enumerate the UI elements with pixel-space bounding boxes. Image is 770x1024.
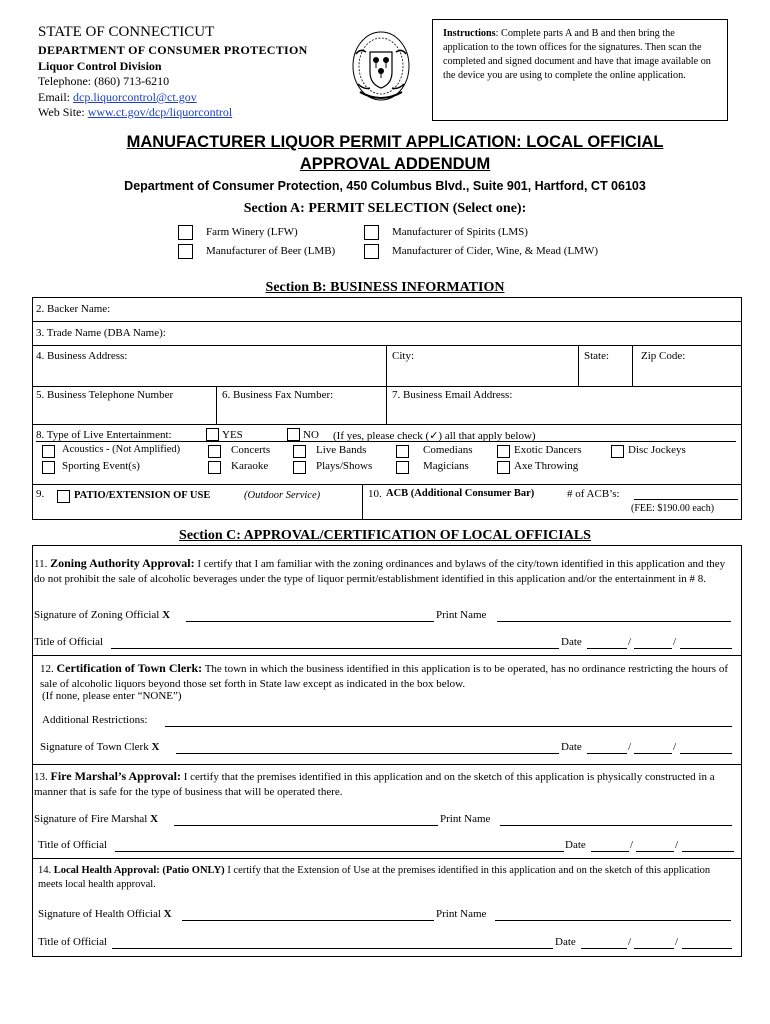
option-beer: Manufacturer of Beer (LMB)	[206, 245, 336, 257]
department-name: DEPARTMENT OF CONSUMER PROTECTION	[38, 43, 308, 57]
acb-fee: (FEE: $190.00 each)	[631, 503, 715, 514]
s11-body: I certify that I am familiar with the zoning ordinances and bylaws of the city/town identified in this application and they do not prohibit the sale of alcoholic beverages under the type of liquor permit/establishment identified in this application and/or the entertainment in # 8.	[34, 558, 726, 585]
acb-count-field[interactable]	[634, 499, 738, 500]
clerk-date-month[interactable]	[587, 753, 627, 754]
entertainment-label: 8. Type of Live Entertainment:	[36, 429, 172, 441]
s12-slash-1: /	[628, 741, 632, 753]
checkbox-farm-winery[interactable]	[178, 225, 193, 240]
s12-none-note: (If none, please enter “NONE”)	[42, 690, 182, 702]
s13-number: 13.	[34, 771, 48, 783]
option-karaoke: Karaoke	[231, 460, 269, 472]
checkbox-beer[interactable]	[178, 244, 193, 259]
web-link[interactable]: www.ct.gov/dcp/liquorcontrol	[87, 105, 233, 119]
form-title-line2: APPROVAL ADDENDUM	[299, 155, 491, 173]
s14-slash-2: /	[675, 936, 679, 948]
checkbox-magicians[interactable]	[396, 461, 409, 474]
s14-heading: Local Health Approval: (Patio ONLY)	[53, 865, 225, 876]
fire-date-year[interactable]	[682, 851, 734, 852]
s14-sig-text: Signature of Health Official	[38, 908, 164, 920]
web-label: Web Site:	[38, 105, 88, 119]
s12-x: X	[151, 741, 160, 753]
s13-print-name-label: Print Name	[440, 813, 491, 825]
fire-marshal-print-name-field[interactable]	[500, 825, 732, 826]
option-comedians: Comedians	[423, 444, 473, 456]
instructions-text: : Complete parts A and B and then bring the application to the town offices for the signatures. Then scan the completed and signed document and have that image available on the device you are using to complete the online application.	[443, 28, 711, 81]
zoning-signature-field[interactable]	[186, 621, 434, 622]
business-phone-field[interactable]: 5. Business Telephone Number	[36, 389, 174, 401]
zoning-date-year[interactable]	[680, 648, 732, 649]
backer-name-field[interactable]: 2. Backer Name:	[36, 303, 111, 315]
section-a-title: Section A: PERMIT SELECTION (Select one):	[243, 201, 527, 216]
s13-slash-1: /	[630, 839, 634, 851]
s11-number: 11.	[34, 558, 48, 570]
zoning-date-month[interactable]	[587, 648, 627, 649]
checkbox-disc-jockeys[interactable]	[611, 445, 624, 458]
item10-label: ACB (Additional Consumer Bar)	[386, 488, 535, 499]
zip-field[interactable]: Zip Code:	[641, 350, 686, 362]
option-exotic-dancers: Exotic Dancers	[514, 444, 582, 456]
s14-body: I certify that the Extension of Use at the premises identified in this application and on the sketch of this application meets local health approval.	[38, 865, 711, 890]
business-email-field[interactable]: 7. Business Email Address:	[392, 389, 513, 401]
option-live-bands: Live Bands	[316, 444, 367, 456]
s11-signature-label	[34, 609, 170, 621]
s14-title-label: Title of Official	[38, 936, 108, 948]
s11-print-name-label: Print Name	[436, 609, 487, 621]
item10-number: 10.	[368, 488, 382, 500]
section-b-title: Section B: BUSINESS INFORMATION	[265, 280, 505, 295]
option-disc-jockeys: Disc Jockeys	[628, 444, 686, 456]
ent-yes-label: YES	[222, 429, 243, 441]
state-field[interactable]: State:	[584, 350, 610, 362]
s12-slash-2: /	[673, 741, 677, 753]
s12-sig-text: Signature of Town Clerk	[40, 741, 152, 753]
city-field[interactable]: City:	[392, 350, 415, 362]
s14-slash-1: /	[628, 936, 632, 948]
checkbox-patio-extension[interactable]	[57, 490, 70, 503]
checkbox-axe-throwing[interactable]	[497, 461, 510, 474]
item9-number: 9.	[36, 488, 45, 500]
additional-restrictions-field[interactable]	[165, 726, 732, 727]
clerk-date-year[interactable]	[680, 753, 732, 754]
health-title-field[interactable]	[112, 948, 553, 949]
option-acoustics: Acoustics - (Not Amplified)	[62, 444, 181, 455]
health-date-year[interactable]	[682, 948, 732, 949]
s12-body: The town in which the business identified in this application is to be operated, has no ordinance restricting the hours of sale of alcoholic liquors beyond those set forth in State law except as indicated in the box below.	[40, 663, 729, 690]
zoning-title-field[interactable]	[111, 648, 559, 649]
ent-no-note: (If yes, please check (✓) all that apply below)	[333, 430, 536, 442]
s14-date-label: Date	[555, 936, 576, 948]
checkbox-sporting-events[interactable]	[42, 461, 55, 474]
s11-slash-1: /	[628, 636, 632, 648]
s11-sig-text: Signature of Zoning Official	[34, 609, 163, 621]
s12-heading: Certification of Town Clerk:	[56, 661, 203, 675]
division-name: Liquor Control Division	[38, 59, 162, 73]
s13-slash-2: /	[675, 839, 679, 851]
form-title-line1: MANUFACTURER LIQUOR PERMIT APPLICATION: LOCAL OFFICIAL	[126, 133, 664, 151]
business-address-field[interactable]: 4. Business Address:	[36, 350, 128, 362]
option-magicians: Magicians	[423, 460, 469, 472]
checkbox-ent-yes[interactable]	[206, 428, 219, 441]
s12-additional-label: Additional Restrictions:	[42, 714, 148, 726]
s12-number: 12.	[40, 663, 54, 675]
option-cider: Manufacturer of Cider, Wine, & Mead (LMW)	[392, 245, 599, 257]
fire-date-day[interactable]	[636, 851, 674, 852]
checkbox-live-bands[interactable]	[293, 445, 306, 458]
email-link[interactable]: dcp.liquorcontrol@ct.gov	[73, 90, 197, 104]
zoning-approval-text	[34, 556, 736, 587]
s11-x: X	[162, 609, 171, 621]
health-signature-field[interactable]	[182, 920, 434, 921]
s14-signature-label	[38, 908, 172, 920]
trade-name-field[interactable]: 3. Trade Name (DBA Name):	[36, 327, 166, 339]
clerk-date-day[interactable]	[634, 753, 672, 754]
s13-date-label: Date	[565, 839, 586, 851]
s12-signature-label	[40, 741, 159, 753]
s14-x: X	[163, 908, 172, 920]
instructions-box	[432, 19, 728, 121]
checkbox-plays-shows[interactable]	[293, 461, 306, 474]
fire-marshal-text	[34, 769, 738, 800]
item10-suffix: # of ACB’s:	[567, 488, 620, 500]
s13-sig-text: Signature of Fire Marshal	[34, 813, 151, 825]
s11-date-label: Date	[561, 636, 582, 648]
item9-label: PATIO/EXTENSION OF USE	[74, 490, 211, 501]
ent-no-label: NO	[303, 429, 319, 441]
state-seal-icon	[346, 26, 416, 106]
zoning-print-name-field[interactable]	[497, 621, 731, 622]
s13-x: X	[150, 813, 159, 825]
item9-note: (Outdoor Service)	[244, 490, 321, 501]
health-date-month[interactable]	[581, 948, 627, 949]
s11-title-label: Title of Official	[34, 636, 104, 648]
s13-signature-label	[34, 813, 158, 825]
s14-print-name-label: Print Name	[436, 908, 487, 920]
state-name: STATE OF CONNECTICUT	[38, 24, 215, 40]
town-clerk-text	[40, 661, 730, 692]
option-sporting-events: Sporting Event(s)	[62, 460, 140, 472]
telephone: Telephone: (860) 713-6210	[38, 74, 170, 88]
checkbox-concerts[interactable]	[208, 445, 221, 458]
s12-date-label: Date	[561, 741, 582, 753]
checkbox-cider[interactable]	[364, 244, 379, 259]
checkbox-exotic-dancers[interactable]	[497, 445, 510, 458]
instructions-label: Instructions	[443, 28, 496, 39]
option-axe-throwing: Axe Throwing	[514, 460, 579, 472]
town-clerk-signature-field[interactable]	[176, 753, 559, 754]
s14-number: 14.	[38, 865, 52, 876]
health-date-day[interactable]	[634, 948, 674, 949]
checkbox-karaoke[interactable]	[208, 461, 221, 474]
option-farm-winery: Farm Winery (LFW)	[206, 226, 298, 238]
option-plays-shows: Plays/Shows	[316, 460, 373, 472]
section-c-title: Section C: APPROVAL/CERTIFICATION OF LOCAL OFFICIALS	[179, 528, 591, 543]
email-line	[38, 90, 197, 105]
s11-heading: Zoning Authority Approval:	[50, 556, 195, 570]
fire-marshal-title-field[interactable]	[115, 851, 564, 852]
s13-title-label: Title of Official	[38, 839, 108, 851]
option-spirits: Manufacturer of Spirits (LMS)	[392, 226, 528, 238]
checkbox-spirits[interactable]	[364, 225, 379, 240]
zoning-date-day[interactable]	[634, 648, 672, 649]
s13-body: I certify that the premises identified in this application and on the sketch of this application is physically constructed in a manner that is safe for the type of business that will be operated there.	[34, 771, 715, 798]
s11-slash-2: /	[673, 636, 677, 648]
s13-heading: Fire Marshal’s Approval:	[50, 769, 181, 783]
checkbox-comedians[interactable]	[396, 445, 409, 458]
business-fax-field[interactable]: 6. Business Fax Number:	[222, 389, 334, 401]
web-line	[38, 105, 232, 120]
checkbox-ent-no[interactable]	[287, 428, 300, 441]
health-approval-text	[38, 864, 728, 892]
department-address: Department of Consumer Protection, 450 Columbus Blvd., Suite 901, Hartford, CT 06103	[124, 179, 646, 193]
checkbox-acoustics[interactable]	[42, 445, 55, 458]
fire-marshal-signature-field[interactable]	[174, 825, 438, 826]
email-label: Email:	[38, 90, 73, 104]
option-concerts: Concerts	[231, 444, 271, 456]
health-print-name-field[interactable]	[495, 920, 731, 921]
fire-date-month[interactable]	[591, 851, 629, 852]
